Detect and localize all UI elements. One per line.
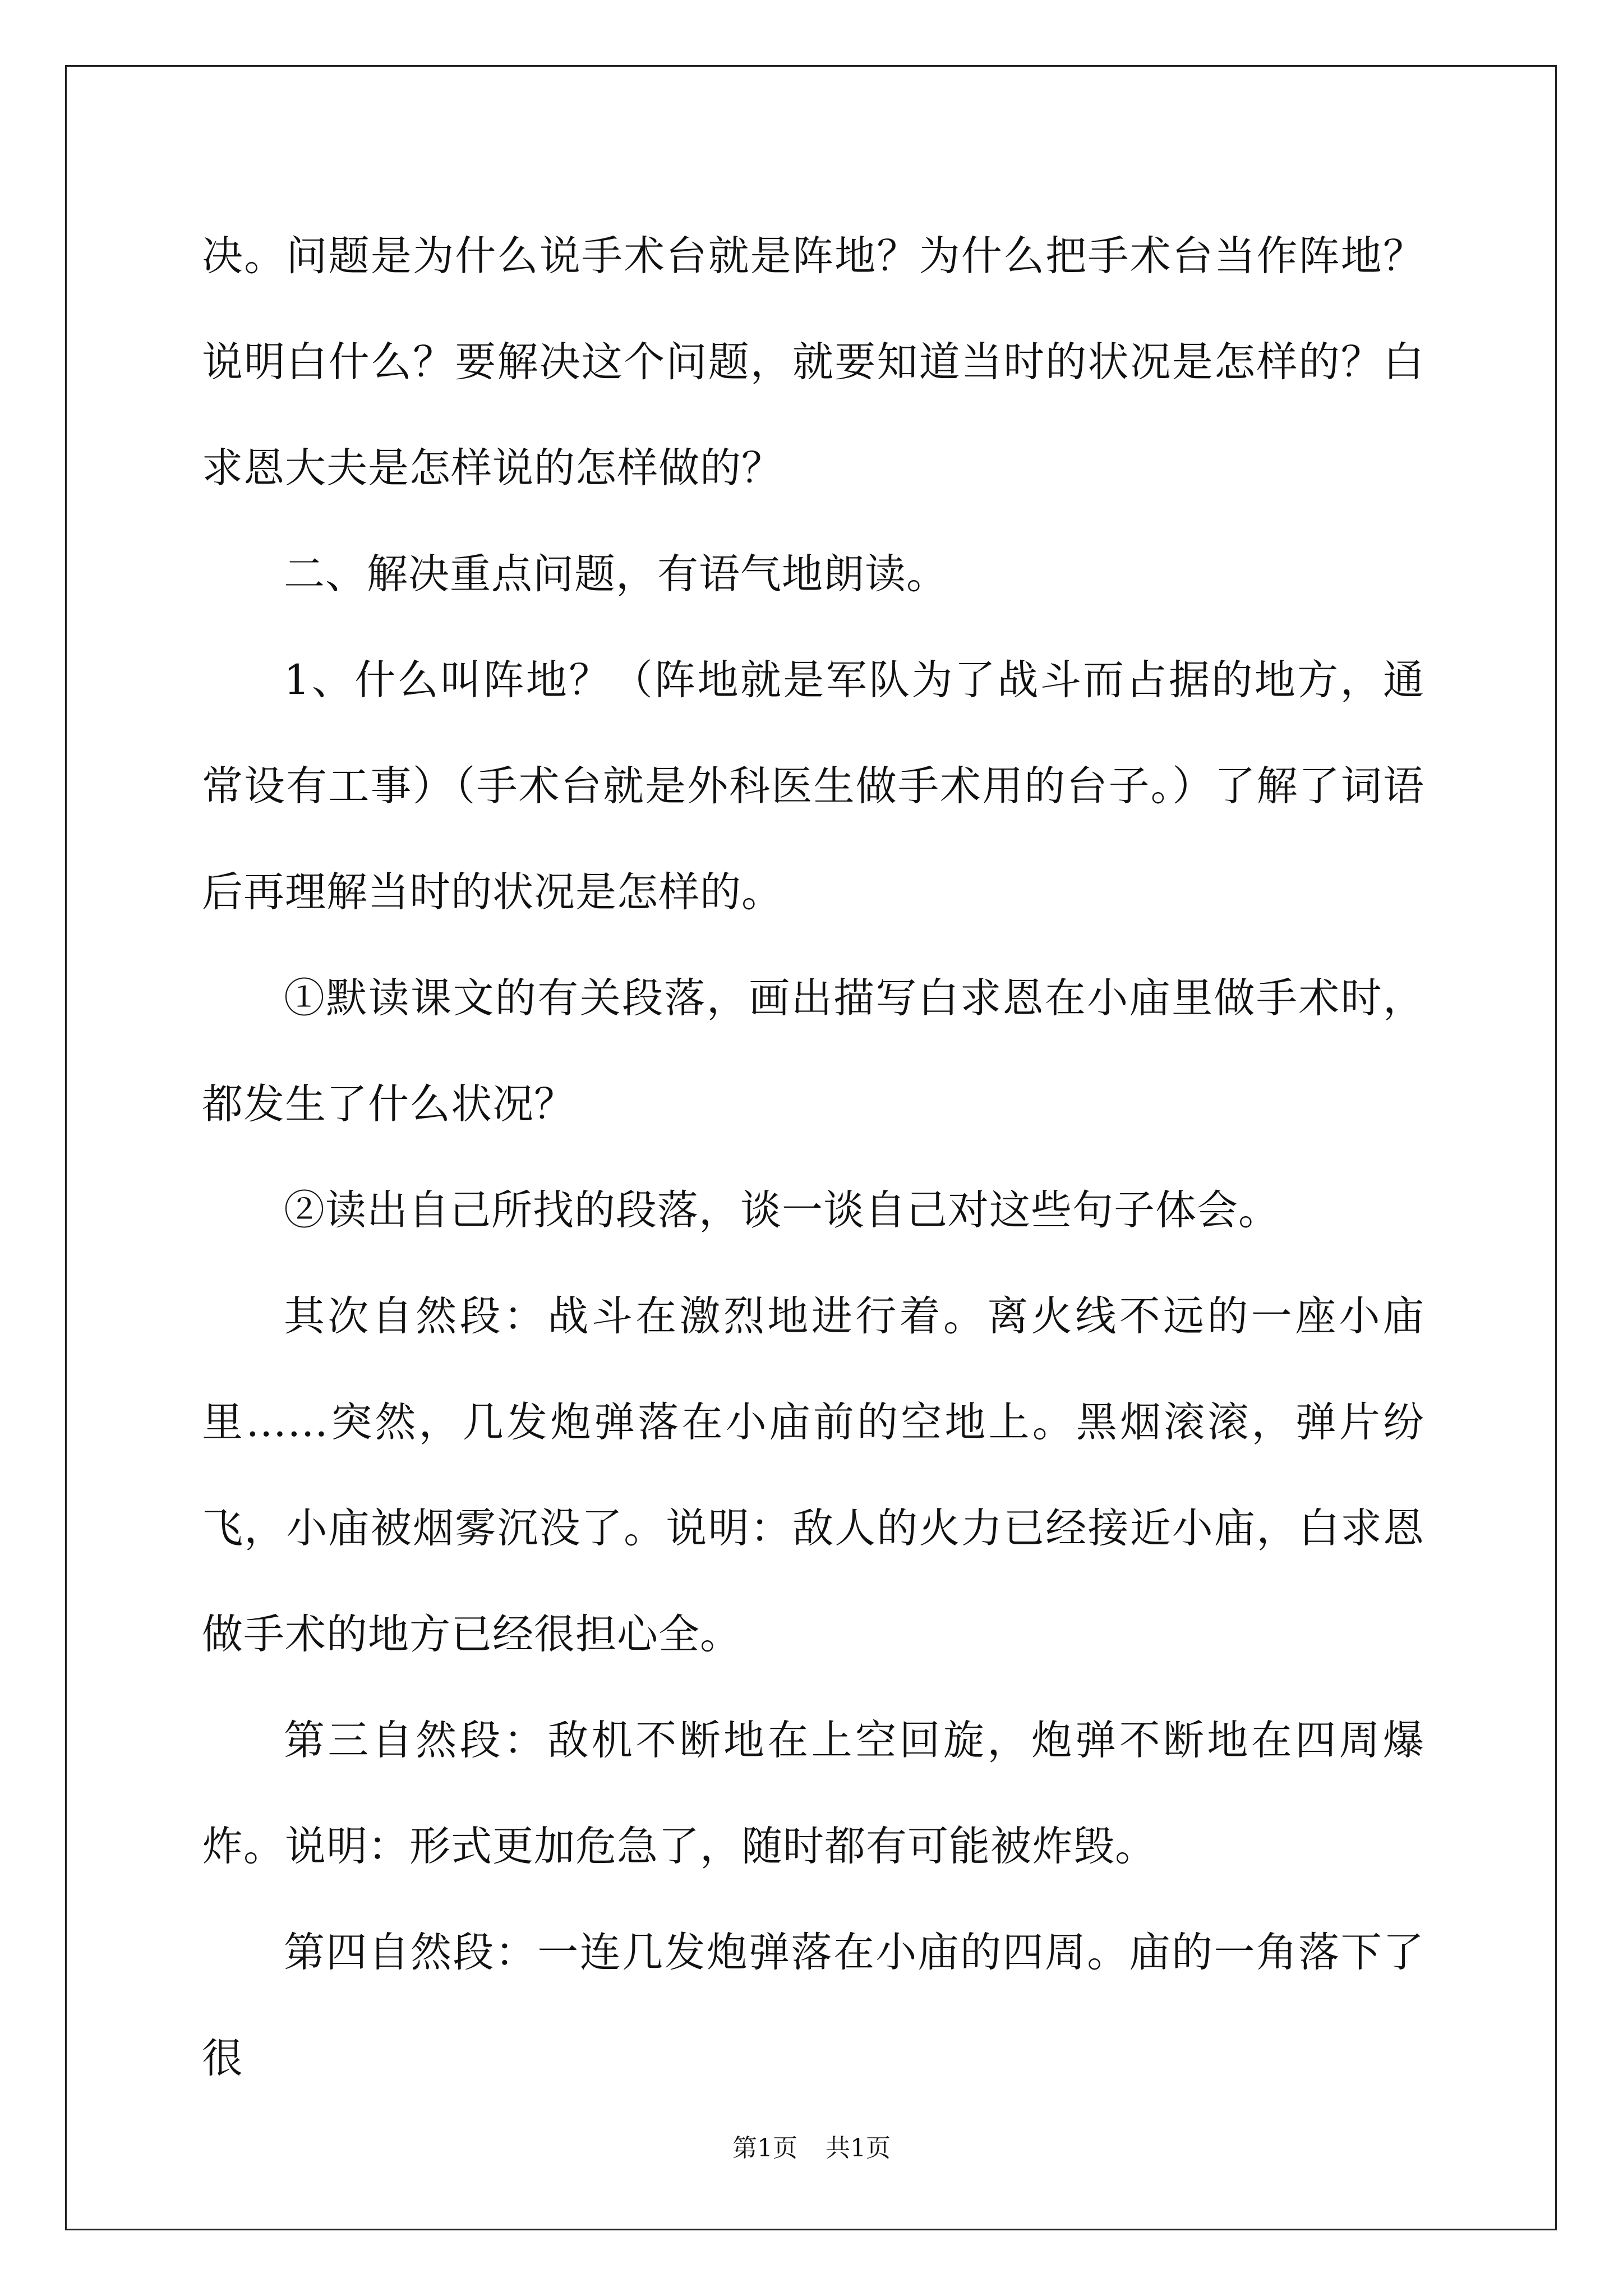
paragraph-7: 第三自然段：敌机不断地在上空回旋，炮弹不断地在四周爆炸。说明：形式更加危急了，随时都有可能被炸毁。 [202, 1717, 1424, 1870]
paragraph-8: 第四自然段：一连几发炮弹落在小庙的四周。庙的一角落下了很 [202, 1929, 1424, 2082]
paragraph-4: ①默读课文的有关段落，画出描写白求恩在小庙里做手术时，都发生了什么状况？ [202, 974, 1424, 1128]
paragraph-6: 其次自然段：战斗在激烈地进行着。离火线不远的一座小庙里……突然，几发炮弹落在小庙前的空地上。黑烟滚滚，弹片纷飞，小庙被烟雾沉没了。说明：敌人的火力已经接近小庙，白求恩做手术的地方已经很担心全。 [202, 1292, 1424, 1658]
page-total: 共1页 [826, 2134, 891, 2162]
page-number: 第1页 [732, 2134, 797, 2162]
page-footer [0, 2132, 1623, 2165]
paragraph-2: 二、解决重点问题，有语气地朗读。 [284, 550, 948, 598]
document-body [202, 203, 1424, 2111]
paragraph-1: 决。问题是为什么说手术台就是阵地？为什么把手术台当作阵地？说明白什么？要解决这个问题，就要知道当时的状况是怎样的？白求恩大夫是怎样说的怎样做的？ [202, 232, 1424, 492]
paragraph-3: 1、什么叫阵地？（阵地就是军队为了战斗而占据的地方，通常设有工事）（手术台就是外科医生做手术用的台子。）了解了词语后再理解当时的状况是怎样的。 [202, 656, 1424, 916]
paragraph-5: ②读出自己所找的段落，谈一谈自己对这些句子体会。 [284, 1186, 1280, 1234]
